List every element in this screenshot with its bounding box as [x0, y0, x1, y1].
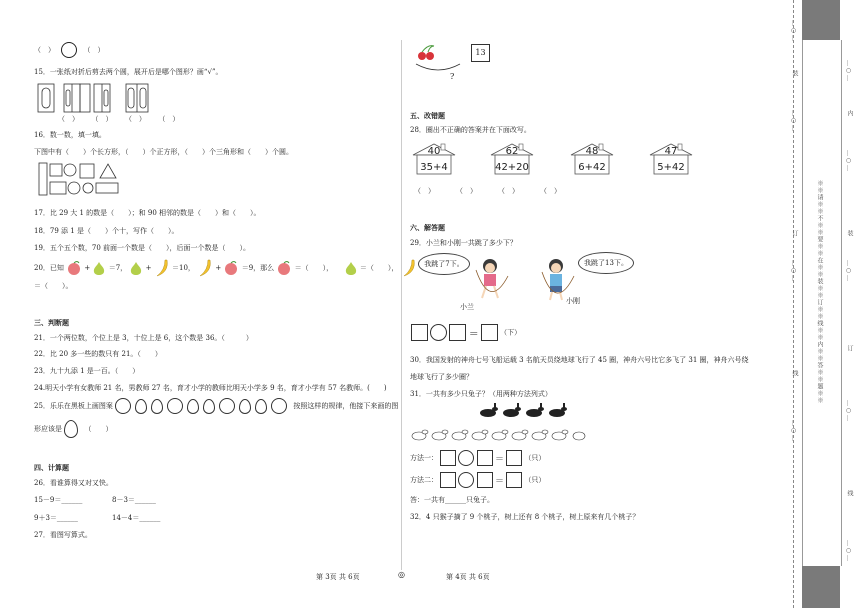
q19: 19．五个五个数，70 前面一个数是（ ），后面一个数是（ ）。 [34, 244, 251, 252]
q29-answer-row: ＝ （下） [411, 324, 521, 341]
answer-box[interactable] [477, 450, 493, 466]
binding-dashed-line [793, 0, 794, 608]
q25-end: 形应该是 （ ） [34, 420, 112, 438]
calc-2[interactable]: 8－3＝______ [112, 496, 156, 504]
rabbit-row-white [410, 425, 586, 443]
q14-tail [34, 42, 104, 58]
q16-title: 16．数一数，填一填。 [34, 131, 106, 139]
peach-icon [276, 260, 292, 276]
q28-blank-2[interactable]: （ ） [456, 187, 477, 195]
outer-label: 线 [791, 370, 798, 377]
inner-label: …○… [845, 60, 852, 82]
q15-figures [36, 82, 176, 118]
page-number-right: 第 4页 共 6页 [446, 573, 490, 581]
method-2-row: 方法二： ＝ （只） [410, 472, 545, 488]
binding-warning: ※※请※※不※※要※※在※※装※※订※※线※※内※※答※※题※※ [816, 180, 823, 404]
peach-icon [223, 260, 239, 276]
q29: 29．小兰和小刚一共跳了多少下？ [410, 239, 517, 247]
inner-label: 线 [846, 490, 853, 497]
q31-answer[interactable]: 答：一共有______只兔子。 [410, 496, 494, 504]
banana-icon [401, 258, 417, 278]
q22: 22．比 20 多一些的数只有 21。（ ） [34, 350, 162, 358]
outer-label: 装 [791, 70, 798, 77]
peach-icon [66, 260, 82, 276]
q26: 26．看谁算得又对又快。 [34, 479, 113, 487]
outer-label: 订 [791, 230, 798, 237]
answer-box[interactable] [477, 472, 493, 488]
blank[interactable]: （ ） [124, 115, 146, 123]
blank[interactable]: （ ） [83, 46, 105, 54]
binding-gray-top [802, 0, 840, 40]
rabbit-row-black [478, 402, 574, 420]
page-divider [401, 40, 402, 570]
q17: 17．比 29 大 1 的数是（ ）；和 90 相邻的数是（ ）和（ ）。 [34, 209, 261, 217]
house-card: 47 5+42 [648, 141, 694, 175]
section-6-title: 六、解答题 [410, 224, 445, 232]
drop-icon [64, 420, 78, 438]
answer-box[interactable] [411, 324, 428, 341]
inner-label: 装 [846, 230, 853, 237]
question-mark: ? [450, 72, 455, 81]
blank[interactable]: （ ） [58, 115, 79, 123]
outer-label: …○… [790, 420, 797, 442]
name-xiaogang: 小刚 [566, 297, 580, 305]
q28-blank-3[interactable]: （ ） [498, 187, 519, 195]
section-3-title: 三、判断题 [34, 319, 69, 327]
shapes-figure [38, 162, 128, 200]
q25: 25．乐乐在黑板上画图案 按照这样的规律，他接下来画的图 [34, 398, 398, 414]
banana-icon [197, 258, 213, 278]
drop-icon [203, 399, 215, 414]
blank[interactable]: （ ） [34, 46, 55, 54]
pear-icon [344, 259, 358, 277]
q27: 27．看图写算式。 [34, 531, 92, 539]
method-1-row: 方法一： ＝ （只） [410, 450, 545, 466]
answer-box[interactable] [440, 450, 456, 466]
q28-blank-1[interactable]: （ ） [414, 187, 435, 195]
calc-4[interactable]: 14－4＝______ [112, 514, 161, 522]
operator-circle[interactable] [458, 450, 474, 466]
section-5-title: 五、改错题 [410, 112, 445, 120]
drop-icon [151, 399, 163, 414]
pear-icon [129, 259, 143, 277]
answer-box[interactable] [440, 472, 456, 488]
calc-3[interactable]: 9＋3＝______ [34, 514, 78, 522]
q20: 20．已知 + ＝7， + ＝10， + ＝9，那么 ＝（ ）， ＝（ ）， [34, 258, 417, 278]
q30-line2: 地球飞行了多少圈？ [410, 373, 473, 381]
q18: 18．79 添 1 是（ ）个十，写作（ ）。 [34, 227, 179, 235]
house-card: 62 42+20 [489, 141, 535, 175]
section-4-title: 四、计算题 [34, 464, 69, 472]
inner-label: 订 [846, 345, 853, 352]
drop-icon [187, 399, 199, 414]
banana-icon [154, 258, 170, 278]
q24: 24.明天小学有女教师 21 名，男教师 27 名，育才小学的教师比明天小学多 9 名，育才小学有 57 名教师。( ) [34, 384, 387, 392]
number-box: 13 [471, 44, 490, 62]
circle-pattern-icon [115, 398, 131, 414]
pear-icon [92, 259, 106, 277]
folded-paper-figures [36, 82, 176, 116]
q23: 23．九十九添 1 是一百。（ ） [34, 367, 140, 375]
q32: 32．4 只猴子摘了 9 个桃子，树上还有 8 个桃子，树上原来有几个桃子？ [410, 513, 640, 521]
blank[interactable]: （ ） [84, 425, 113, 433]
answer-box[interactable] [506, 450, 522, 466]
inner-label: …○… [845, 400, 852, 422]
name-xiaolan: 小兰 [460, 303, 474, 311]
blank[interactable]: （ ） [158, 115, 180, 123]
speech-bubble-2: 我跳了13下。 [578, 252, 634, 274]
inner-label: …○… [845, 540, 852, 562]
page-number-left: 第 3页 共 6页 [316, 573, 360, 581]
blank[interactable]: （ ） [91, 115, 113, 123]
operator-circle[interactable] [458, 472, 474, 488]
house-card: 48 6+42 [569, 141, 615, 175]
q15-text: 15．一张纸对折后剪去两个圆，展开后是哪个图形？画“√”。 [34, 68, 223, 76]
q31: 31．一共有多少只兔子？（用两种方法列式） [410, 390, 552, 398]
q15-blanks [58, 114, 179, 124]
calc-1[interactable]: 15－9＝______ [34, 496, 83, 504]
q28-blank-4[interactable]: （ ） [540, 187, 561, 195]
q21: 21．一个两位数，个位上是 3，十位上是 6，这个数是 36。（ ） [34, 334, 253, 342]
answer-box[interactable] [481, 324, 498, 341]
q28: 28．圈出不正确的答案并在下面改写。 [410, 126, 531, 134]
q30-line1: 30．我国发射的神舟七号飞船运载 3 名航天员绕地球飞行了 45 圈，神舟六号比它多飞了 31 圈，神舟六号绕 [410, 356, 749, 364]
outer-label: …○… [790, 20, 797, 42]
center-circle-mark: ◎ [398, 570, 405, 579]
house-card: 40 35+4 [411, 141, 457, 175]
circle-pattern-icon [167, 398, 183, 414]
q20-end: ＝（ ）。 [34, 282, 73, 290]
girl-figure [472, 256, 512, 306]
operator-circle[interactable] [430, 324, 447, 341]
inner-label: 内 [846, 110, 853, 117]
drop-icon [239, 399, 251, 414]
q16-line: 下图中有（ ）个长方形，（ ）个正方形，（ ）个三角形和（ ）个圆。 [34, 148, 293, 156]
inner-label: …○… [845, 150, 852, 172]
outer-label: …○… [790, 260, 797, 282]
circle-pattern-icon [271, 398, 287, 414]
drop-icon [255, 399, 267, 414]
outer-label: …○… [790, 110, 797, 132]
binding-gray-bottom [802, 566, 840, 608]
circle-shape [61, 42, 77, 58]
drop-icon [135, 399, 147, 414]
answer-box[interactable] [449, 324, 466, 341]
speech-bubble-1: 我跳了7下。 [418, 253, 470, 275]
inner-label: …○… [845, 260, 852, 282]
answer-box[interactable] [506, 472, 522, 488]
circle-pattern-icon [219, 398, 235, 414]
